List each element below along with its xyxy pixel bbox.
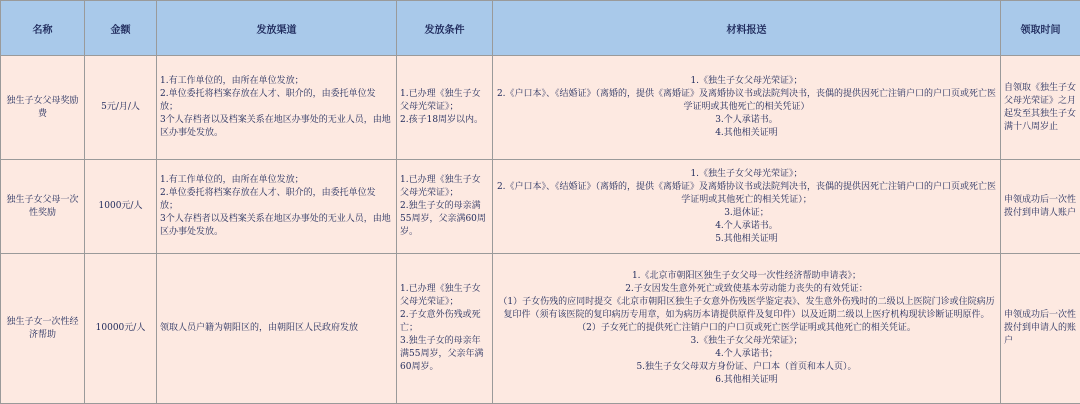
cell-materials	[493, 160, 1001, 254]
channel-line: 1.有工作单位的，由所在单位发放；	[160, 175, 304, 185]
materials-line: 1.《独生子女父母光荣证》；	[690, 168, 803, 179]
materials-line: 1.《北京市朝阳区独生子女父母一次性经济帮助申请表》；	[631, 271, 862, 281]
channel-line: 1.有工作单位的，由所在单位发放；	[160, 76, 304, 86]
condition-line: 2.子女意外伤残或死亡；	[400, 310, 481, 333]
cell-name: 独生子女父母一次性奖励	[1, 160, 85, 254]
cell-amount: 5元/月/人	[85, 56, 157, 160]
condition-line: 1.已办理《独生子女父母光荣证》；	[400, 175, 481, 198]
cell-condition	[397, 56, 493, 160]
table-row	[1, 254, 1080, 404]
cell-time: 申领成功后一次性拨付到申请人的账户	[1001, 254, 1080, 404]
materials-line: 3.《独生子女父母光荣证》；	[690, 336, 803, 346]
header-name: 名称	[1, 1, 85, 56]
cell-amount: 10000元/人	[85, 254, 157, 404]
cell-condition	[397, 160, 493, 254]
materials-line: 5.独生子女父母双方身份证、户口本（首页和本人页）。	[636, 362, 857, 372]
header-time: 领取时间	[1001, 1, 1080, 56]
materials-line: 3.退休证；	[724, 207, 769, 218]
materials-line: 1.《独生子女父母光荣证》；	[690, 76, 803, 86]
cell-amount: 1000元/人	[85, 160, 157, 254]
cell-time: 申领成功后一次性拨付到申请人账户	[1001, 160, 1080, 254]
condition-line: 2.独生子女的母亲满55周岁，父亲满60周岁。	[400, 201, 486, 237]
channel-line: 2.单位委托将档案存放在人才、职介的，由委托单位发放；	[160, 89, 376, 112]
channel-line: 2.单位委托将档案存放在人才、职介的，由委托单位发放；	[160, 188, 376, 211]
materials-line: 3.个人承诺书。	[715, 115, 778, 125]
channel-line: 3个人存档者以及档案关系在地区办事处的无业人员，由地区办事处发放。	[160, 115, 391, 138]
materials-line: 4.个人承诺书。	[715, 220, 778, 231]
materials-line: 5.其他相关证明	[715, 233, 778, 244]
materials-line: 2.《户口本》、《结婚证》（离婚的，提供《离婚证》及离婚协议书或法院判决书，丧偶的提供因死亡注销户口的户口页或死亡医学证明或其他死亡的相关凭证）	[496, 89, 997, 112]
channel-line: 领取人员户籍为朝阳区的，由朝阳区人民政府发放	[160, 323, 359, 333]
condition-line: 1.已办理《独生子女父母光荣证》；	[400, 89, 481, 112]
condition-line: 3.独生子女的母亲年满55周岁，父亲年满60周岁。	[400, 336, 484, 372]
cell-channel	[157, 56, 397, 160]
header-amount: 金额	[85, 1, 157, 56]
cell-channel	[157, 160, 397, 254]
header-channel: 发放渠道	[157, 1, 397, 56]
condition-line: 2.孩子18周岁以内。	[400, 115, 484, 125]
table-row	[1, 56, 1080, 160]
condition-line: 1.已办理《独生子女父母光荣证》；	[400, 284, 481, 307]
materials-line: 2.《户口本》、《结婚证》（离婚的，提供《离婚证》及离婚协议书或法院判决书，丧偶的提供因死亡注销户口的户口页或死亡医学证明或其他死亡的相关凭证）；	[496, 181, 997, 205]
cell-time: 自领取《独生子女父母光荣证》之月起发至其独生子女满十八周岁止	[1001, 56, 1080, 160]
cell-channel	[157, 254, 397, 404]
cell-materials	[493, 56, 1001, 160]
cell-materials	[493, 254, 1001, 404]
header-row	[1, 1, 1080, 56]
materials-line: （1）子女伤残的应同时提交《北京市朝阳区独生子女意外伤残医学鉴定表》、发生意外伤残时的二级以上医院门诊或住院病历复印件（须有该医院的复印病历专用章，如为病历本请提供原件及复印件）以及近期二级以上医疗机构现状诊断证明原件。	[498, 297, 995, 320]
channel-line: 3个人存档者以及档案关系在地区办事处的无业人员，由地区办事处发放。	[160, 214, 391, 237]
materials-line: 4.其他相关证明	[715, 128, 778, 138]
cell-name: 独生子女父母奖励费	[1, 56, 85, 160]
materials-line: 4.个人承诺书；	[715, 349, 778, 359]
materials-line: 6.其他相关证明	[715, 375, 778, 385]
table-row	[1, 160, 1080, 254]
materials-line: 2.子女因发生意外死亡或致使基本劳动能力丧失的有效凭证：	[625, 284, 868, 294]
header-materials: 材料报送	[493, 1, 1001, 56]
materials-line: （2）子女死亡的提供死亡注销户口的户口页或死亡医学证明或其他死亡的相关凭证。	[577, 323, 916, 333]
cell-condition	[397, 254, 493, 404]
header-condition: 发放条件	[397, 1, 493, 56]
cell-name: 独生子女一次性经济帮助	[1, 254, 85, 404]
